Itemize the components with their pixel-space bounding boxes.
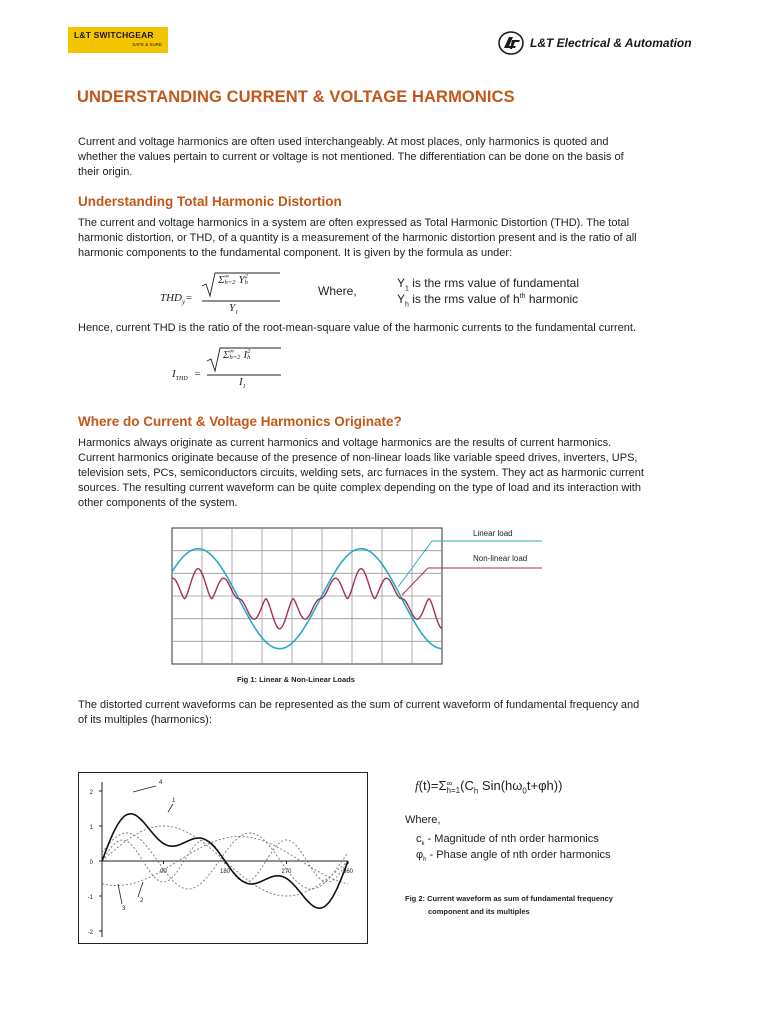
fig2-harmonics-chart — [78, 772, 368, 944]
legend-nonlinear: Non-linear load — [473, 554, 528, 563]
origin-line: Harmonics always originate as current harmonics and voltage harmonics are the results of current harmonics. — [78, 437, 612, 449]
thd-heading: Understanding Total Harmonic Distortion — [78, 194, 342, 209]
thd-where-label: Where, — [318, 284, 357, 298]
lt-switchgear-logo — [68, 27, 168, 53]
ithd-formula-lhs: $I_{THD}$ = — [172, 368, 202, 383]
logo-tagline: SAFE & SURE — [132, 42, 162, 47]
fig2-caption-line1: Fig 2: Current waveform as sum of fundamental frequency — [405, 894, 613, 903]
fig2-curve-label: 2 — [140, 898, 144, 904]
fig2-curve-label: 3 — [122, 906, 126, 912]
fig2-y-tick-label: -2 — [87, 930, 93, 936]
origin-heading: Where do Current & Voltage Harmonics Originate? — [78, 414, 402, 429]
thd-formula-lhs: $THD_y=$ — [160, 292, 193, 307]
brand-text: L&T Electrical & Automation — [530, 36, 692, 50]
brand-header — [498, 30, 692, 56]
fig2-curve-label: 1 — [172, 798, 176, 804]
thd-definition-1: $Y_1$ is the rms value of fundamental — [397, 276, 580, 293]
lt-emblem-icon — [498, 31, 524, 55]
fig2-leader-4 — [133, 786, 156, 792]
fig1-waveform-chart — [170, 525, 550, 670]
fig2-leader-2 — [138, 882, 143, 897]
ithd-formula-numerator: Σ ∞ h=2 I 2 h — [223, 348, 251, 362]
ithd-formula-denominator: $I_1$ — [239, 376, 246, 391]
fig2-formula: f(t)=Σ ∞ h=1 ($C_h$ $Sin(h\omega_0t+\varphi h)$) — [415, 778, 563, 796]
fig2-x-tick-label: 180 — [219, 869, 231, 875]
intro-line: whether the values pertain to current or voltage is not mentioned. The differentiation can be done on the basis of — [78, 151, 624, 163]
thd-formula-denominator: $Y_1$ — [229, 302, 239, 317]
thd-line: harmonic components to the fundamental component. It is given by the formula as under: — [78, 247, 513, 259]
origin-line: other components of the system. — [78, 497, 238, 509]
fig2-definition-2: $\varphi_h$ - Phase angle of nth order harmonics — [416, 849, 611, 864]
fig2-x-tick-label: 270 — [281, 869, 292, 875]
nonlinear-leader-line — [402, 568, 428, 595]
fig1-caption: Fig 1: Linear & Non-Linear Loads — [237, 675, 355, 684]
fig2-x-tick-label: 90 — [160, 869, 167, 875]
intro-paragraph — [78, 135, 692, 180]
nonlinear-load-wave — [172, 569, 442, 629]
fig2-curve-label: 4 — [159, 780, 163, 786]
fig2-definition-1: $c_k$ - Magnitude of nth order harmonics — [416, 833, 599, 848]
linear-leader-line — [398, 541, 432, 587]
fig2-x-tick-label: 360 — [342, 869, 354, 875]
thd-paragraph — [78, 216, 692, 261]
logo-name: L&T SWITCHGEAR — [74, 30, 154, 40]
intro-line: their origin. — [78, 166, 133, 178]
origin-paragraph — [78, 436, 692, 511]
distorted-paragraph — [78, 698, 692, 728]
fig2-y-tick-label: 2 — [89, 790, 93, 796]
fig1-grid — [172, 528, 542, 664]
thd-line: The current and voltage harmonics in a system are often expressed as Total Harmonic Distortion (THD). The total — [78, 217, 630, 229]
fig2-axes — [88, 782, 354, 937]
thd-formula-numerator: Σ ∞ h=2 Y 2 h — [218, 273, 248, 287]
intro-line: Current and voltage harmonics are often used interchangeably. At most places, only harmonics is quoted and — [78, 136, 609, 148]
fig2-y-tick-label: 0 — [89, 860, 93, 866]
distorted-line: The distorted current waveforms can be represented as the sum of current waveform of fundamental frequency and — [78, 699, 640, 711]
origin-line: television sets, PCs, semiconductors circuits, welding sets, arc furnaces in the system. They act as harmonic current — [78, 467, 644, 479]
fig2-y-tick-label: 1 — [89, 825, 93, 831]
fig2-leader-3 — [118, 884, 122, 904]
distorted-line: of its multiples (harmonics): — [78, 714, 212, 726]
fig2-caption-line2: component and its multiples — [428, 907, 530, 916]
thd-line: harmonic distortion, or THD, of a quantity is a measurement of the harmonic distortion present and is the ratio of all — [78, 232, 637, 244]
page-title: UNDERSTANDING CURRENT & VOLTAGE HARMONICS — [77, 88, 515, 106]
hence-line: Hence, current THD is the ratio of the root-mean-square value of the harmonic currents to the fundamental current. — [78, 322, 637, 334]
thd-definition-2: $Y_h$ is the rms value of $h^{th}$ harmonic — [397, 292, 579, 309]
fig2-leader-1 — [168, 804, 173, 812]
legend-linear: Linear load — [473, 529, 513, 538]
origin-line: Current harmonics originate because of the presence of non-linear loads like variable speed drives, inverters, UPS, — [78, 452, 638, 464]
fig2-y-tick-label: -1 — [87, 895, 93, 901]
fig2-where-label: Where, — [405, 814, 441, 826]
origin-line: sources. The resulting current waveform can be quite complex depending on the type of load and its interaction with — [78, 482, 641, 494]
